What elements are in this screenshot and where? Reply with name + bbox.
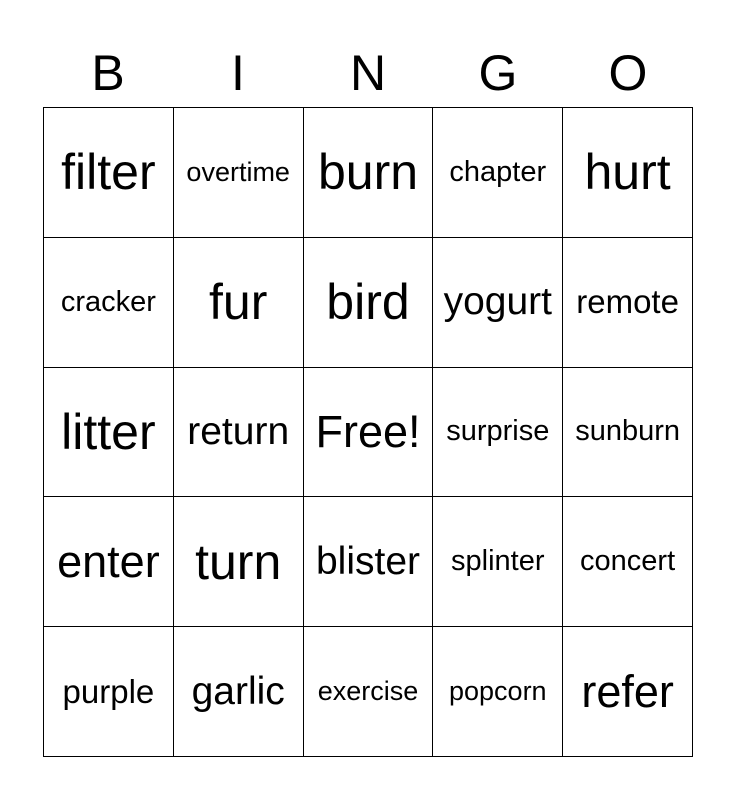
- bingo-cell-r3-c5[interactable]: sunburn: [563, 368, 693, 498]
- header-letter-o: O: [608, 45, 648, 101]
- bingo-cell-r3-c1[interactable]: litter: [44, 368, 174, 498]
- bingo-cell-r5-c4[interactable]: popcorn: [433, 627, 563, 757]
- header-letter-g: G: [478, 45, 518, 101]
- bingo-cell-r1-c1[interactable]: filter: [44, 108, 174, 238]
- bingo-cell-r2-c3[interactable]: bird: [304, 238, 434, 368]
- bingo-board: [43, 107, 693, 757]
- bingo-cell-r2-c1[interactable]: cracker: [44, 238, 174, 368]
- bingo-cell-r2-c4[interactable]: yogurt: [433, 238, 563, 368]
- bingo-cell-r5-c1[interactable]: purple: [44, 627, 174, 757]
- bingo-cell-r4-c4[interactable]: splinter: [433, 497, 563, 627]
- bingo-cell-r5-c2[interactable]: garlic: [174, 627, 304, 757]
- bingo-cell-r4-c3[interactable]: blister: [304, 497, 434, 627]
- bingo-cell-r3-c4[interactable]: surprise: [433, 368, 563, 498]
- bingo-header: [43, 40, 693, 106]
- bingo-cell-r2-c5[interactable]: remote: [563, 238, 693, 368]
- bingo-cell-r1-c5[interactable]: hurt: [563, 108, 693, 238]
- bingo-cell-r4-c2[interactable]: turn: [174, 497, 304, 627]
- bingo-cell-r1-c4[interactable]: chapter: [433, 108, 563, 238]
- bingo-cell-r3-c3[interactable]: Free!: [304, 368, 434, 498]
- header-letter-n: N: [349, 45, 387, 101]
- bingo-cell-r4-c5[interactable]: concert: [563, 497, 693, 627]
- bingo-cell-r1-c2[interactable]: overtime: [174, 108, 304, 238]
- bingo-cell-r3-c2[interactable]: return: [174, 368, 304, 498]
- header-letter-b: B: [91, 45, 125, 101]
- bingo-cell-r5-c5[interactable]: refer: [563, 627, 693, 757]
- bingo-cell-r2-c2[interactable]: fur: [174, 238, 304, 368]
- bingo-cell-r4-c1[interactable]: enter: [44, 497, 174, 627]
- bingo-cell-r5-c3[interactable]: exercise: [304, 627, 434, 757]
- header-letter-i: I: [231, 45, 245, 101]
- bingo-cell-r1-c3[interactable]: burn: [304, 108, 434, 238]
